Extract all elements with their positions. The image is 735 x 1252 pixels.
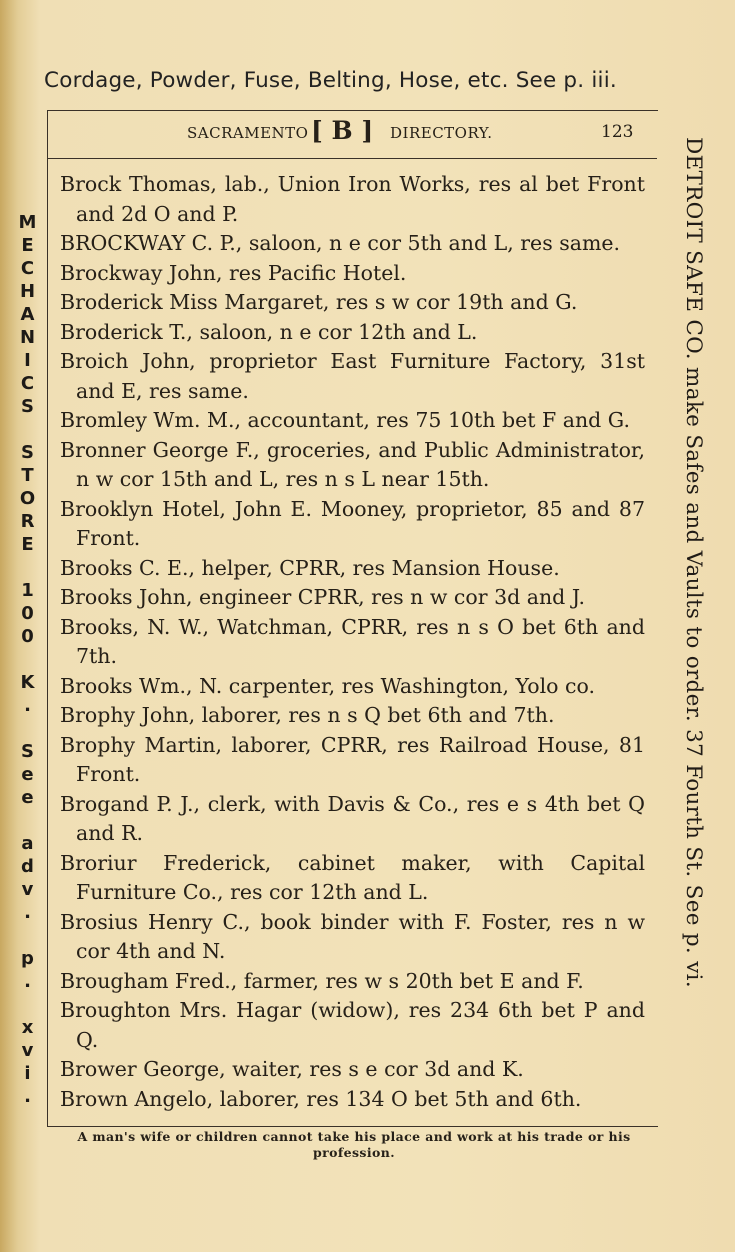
directory-entries	[60, 170, 645, 1114]
directory-entry: Brower George, waiter, res s e cor 3d and K.	[60, 1057, 524, 1081]
directory-entry: BROCKWAY C. P., saloon, n e cor 5th and L, res same.	[60, 231, 621, 255]
directory-entry: Brooklyn Hotel, John E. Mooney, proprietor, 85 and 87 Front.	[60, 496, 645, 550]
directory-entry: Brogand P. J., clerk, with Davis & Co., res e s 4th bet Q and R.	[60, 791, 645, 845]
directory-entry: Brosius Henry C., book binder with F. Foster, res n w cor 4th and N.	[60, 909, 645, 963]
header-city: SACRAMENTO	[187, 124, 309, 142]
directory-entry: Brock Thomas, lab., Union Iron Works, res al bet Front and 2d O and P.	[60, 172, 645, 226]
page-header	[47, 112, 657, 159]
directory-entry: Broderick Miss Margaret, res s w cor 19th and G.	[60, 290, 578, 314]
directory-entry: Brougham Fred., farmer, res w s 20th bet E and F.	[60, 968, 584, 993]
right-margin-advertisement: DETROIT SAFE CO. make Safes and Vaults to order. 37 Fourth St. See p. vi.	[681, 137, 706, 988]
directory-entry: Brooks, N. W., Watchman, CPRR, res n s O bet 6th and 7th.	[60, 614, 645, 668]
directory-entry: Broderick T., saloon, n e cor 12th and L.	[60, 319, 478, 344]
directory-entry: Brophy Martin, laborer, CPRR, res Railroad House, 81 Front.	[60, 732, 645, 786]
footer-motto: A man's wife or children cannot take his place and work at his trade or his profession.	[77, 1129, 631, 1160]
header-letter: [ B ]	[311, 116, 374, 145]
directory-entry: Brophy John, laborer, res n s Q bet 6th and 7th.	[60, 703, 555, 727]
directory-entry: Brown Angelo, laborer, res 134 O bet 5th and 6th.	[60, 1086, 582, 1111]
directory-entry: Broughton Mrs. Hagar (widow), res 234 6th bet P and Q.	[60, 998, 645, 1052]
directory-entry: Bromley Wm. M., accountant, res 75 10th bet F and G.	[60, 408, 630, 432]
directory-entry: Brooks John, engineer CPRR, res n w cor 3d and J.	[60, 585, 585, 609]
directory-entry: Brooks Wm., N. carpenter, res Washington, Yolo co.	[60, 673, 596, 698]
left-margin-advertisement: MECHANICS STORE 100 K. See adv. p. xvi.	[17, 212, 38, 1109]
directory-entry: Brooks C. E., helper, CPRR, res Mansion House.	[60, 555, 560, 580]
directory-entry: Broriur Frederick, cabinet maker, with Capital Furniture Co., res cor 12th and L.	[60, 850, 645, 904]
page-number: 123	[601, 122, 634, 142]
header-title: DIRECTORY.	[390, 124, 493, 142]
directory-entry: Brockway John, res Pacific Hotel.	[60, 260, 407, 285]
top-advertisement: Cordage, Powder, Fuse, Belting, Hose, etc. See p. iii.	[44, 68, 617, 93]
directory-entry: Bronner George F., groceries, and Public Administrator, n w cor 15th and L, res n s L near 15th.	[60, 437, 645, 491]
directory-entry: Broich John, proprietor East Furniture Factory, 31st and E, res same.	[60, 349, 645, 403]
